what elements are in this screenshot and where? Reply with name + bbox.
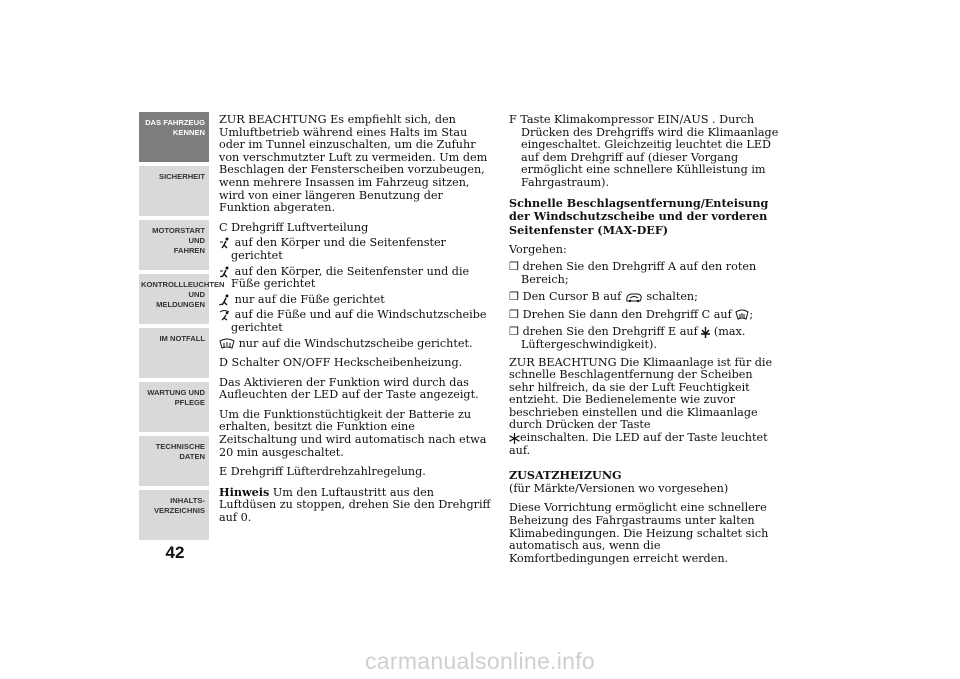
note2-paragraph: ZUR BEACHTUNG Die Klimaanlage ist für die schnelle Beschlagentfernung der Scheiben sehr hilfreich, da sie der Luft Feuchtigkeit entzieht. Die Bedienelemente wie zuvor beschrieben einstellen und die Klimaanlage durch Drücken der Taste einschalten. Die LED auf der Taste leuchtet auf. (509, 355, 773, 457)
hint-paragraph: Hinweis Um den Luftaustritt aus den Luftdüsen zu stoppen, drehen Sie den Drehgriff auf 0. (219, 484, 491, 525)
hint-label: Hinweis (219, 484, 270, 499)
tab-label: TECHNISCHE (155, 442, 205, 451)
tab-label: SICHERHEIT (159, 172, 205, 181)
c-item-windshield: nur auf die Windschutzscheibe gerichtet. (219, 338, 491, 351)
c-item-body-side: auf den Körper und die Seitenfenster gerichtet (219, 237, 491, 262)
left-column (219, 114, 491, 532)
f-item: F Taste Klimakompressor EIN/AUS . Durch Drücken des Drehgriffs wird die Klimaanlage eingeschaltet. Gleichzeitig leuchtet die LED auf dem Drehgriff auf (dieser Vorgang ermöglicht eine schnellere Kühlleistung im Fahrgastraum). (509, 113, 779, 189)
tab-sicherheit[interactable] (139, 166, 209, 216)
note-paragraph: ZUR BEACHTUNG Es empfiehlt sich, den Umluftbetrieb während eines Halts im Stau oder im Tunnel einzuschalten, um die Zufuhr von verschmutzter Luft zu vermeiden. Um dem Beschlagen der Fensterscheiben vorzubeugen, wenn mehrere Insassen im Fahrzeug sitzen, wird von einer längeren Benutzung der Funktion abgeraten. (219, 113, 488, 215)
vent-feet-windshield-icon (219, 309, 231, 321)
tab-label-2: UND MELDUNGEN (156, 290, 205, 309)
maxdef-heading: Schnelle Beschlagsentfernung/Enteisung der Windschutzscheibe und der vorderen Seitenfenster (MAX-DEF) (509, 195, 769, 237)
windshield-defrost-icon (219, 338, 235, 350)
tab-inhaltsverzeichnis[interactable] (139, 490, 209, 540)
tab-kontrollleuchten[interactable] (139, 274, 225, 324)
tab-label-2: FAHREN (173, 246, 205, 255)
vent-body-feet-icon (219, 266, 231, 278)
tab-label: MOTORSTART UND (152, 226, 205, 245)
vent-feet-icon (219, 294, 231, 306)
fan-max-icon (701, 327, 710, 338)
c-item-body-feet: auf den Körper, die Seitenfenster und die Füße gerichtet (219, 266, 491, 291)
tab-im-notfall[interactable] (139, 328, 209, 378)
tab-label: DAS FAHRZEUG (145, 118, 205, 127)
tab-das-fahrzeug-kennen[interactable] (139, 112, 209, 162)
tab-label-2: PFLEGE (174, 398, 205, 407)
tab-label-2: KENNEN (172, 128, 205, 137)
tab-label-2: VERZEICHNIS (153, 506, 205, 515)
heater-heading: ZUSATZHEIZUNG (509, 468, 622, 483)
led-paragraph: Das Aktivieren der Funktion wird durch das Aufleuchten der LED auf der Taste angezeigt. (219, 375, 479, 402)
recirculation-off-icon (625, 292, 643, 303)
c-heading: C Drehgriff Luftverteilung (219, 220, 369, 234)
chapter-sidebar (139, 112, 225, 544)
tab-technische-daten[interactable] (139, 436, 209, 486)
step-1: ❒ drehen Sie den Drehgriff A auf den roten Bereich; (509, 259, 757, 286)
heater-paragraph: Diese Vorrichtung ermöglicht eine schnellere Beheizung des Fahrgastraums unter kalten Klimabedingungen. Die Heizung schaltet sich automatisch aus, wenn die Komfortbedingungen erreicht werden. (509, 501, 769, 565)
c-item-feet-windshield: auf die Füße und auf die Windschutzscheibe gerichtet (219, 309, 491, 334)
step-3: ❒ Drehen Sie dann den Drehgriff C auf ; (509, 307, 754, 321)
tab-label-2: DATEN (179, 452, 205, 461)
watermark: carmanualsonline.info (364, 648, 596, 674)
c-item-feet: nur auf die Füße gerichtet (219, 294, 491, 307)
battery-paragraph: Um die Funktionstüchtigkeit der Batterie zu erhalten, besitzt die Funktion eine Zeitschaltung und wird automatisch nach etwa 20 min ausgeschaltet. (219, 407, 487, 459)
tab-wartung[interactable] (139, 382, 209, 432)
step-4: ❒ drehen Sie den Drehgriff E auf (max. Lüftergeschwindigkeit). (509, 325, 746, 351)
tab-motorstart[interactable] (139, 220, 209, 270)
windshield-defrost-icon (735, 309, 749, 320)
e-item: E Drehgriff Lüfterdrehzahlregelung. (219, 465, 426, 479)
procedure-label: Vorgehen: (509, 243, 567, 257)
step-2: ❒ Den Cursor B auf schalten; (509, 290, 698, 304)
ac-snowflake-icon (509, 433, 520, 444)
heater-subheading: (für Märkte/Versionen wo vorgesehen) (509, 481, 729, 495)
tab-label: INHALTS- (170, 496, 205, 505)
vent-body-icon (219, 237, 231, 249)
tab-label: IM NOTFALL (159, 334, 205, 343)
page-number: 42 (165, 543, 185, 562)
d-item: D Schalter ON/OFF Heckscheibenheizung. (219, 356, 463, 370)
right-column (509, 114, 781, 572)
heater-section (509, 469, 781, 495)
tab-label: KONTROLLLEUCHTEN (141, 280, 225, 289)
tab-label: WARTUNG UND (147, 388, 205, 397)
